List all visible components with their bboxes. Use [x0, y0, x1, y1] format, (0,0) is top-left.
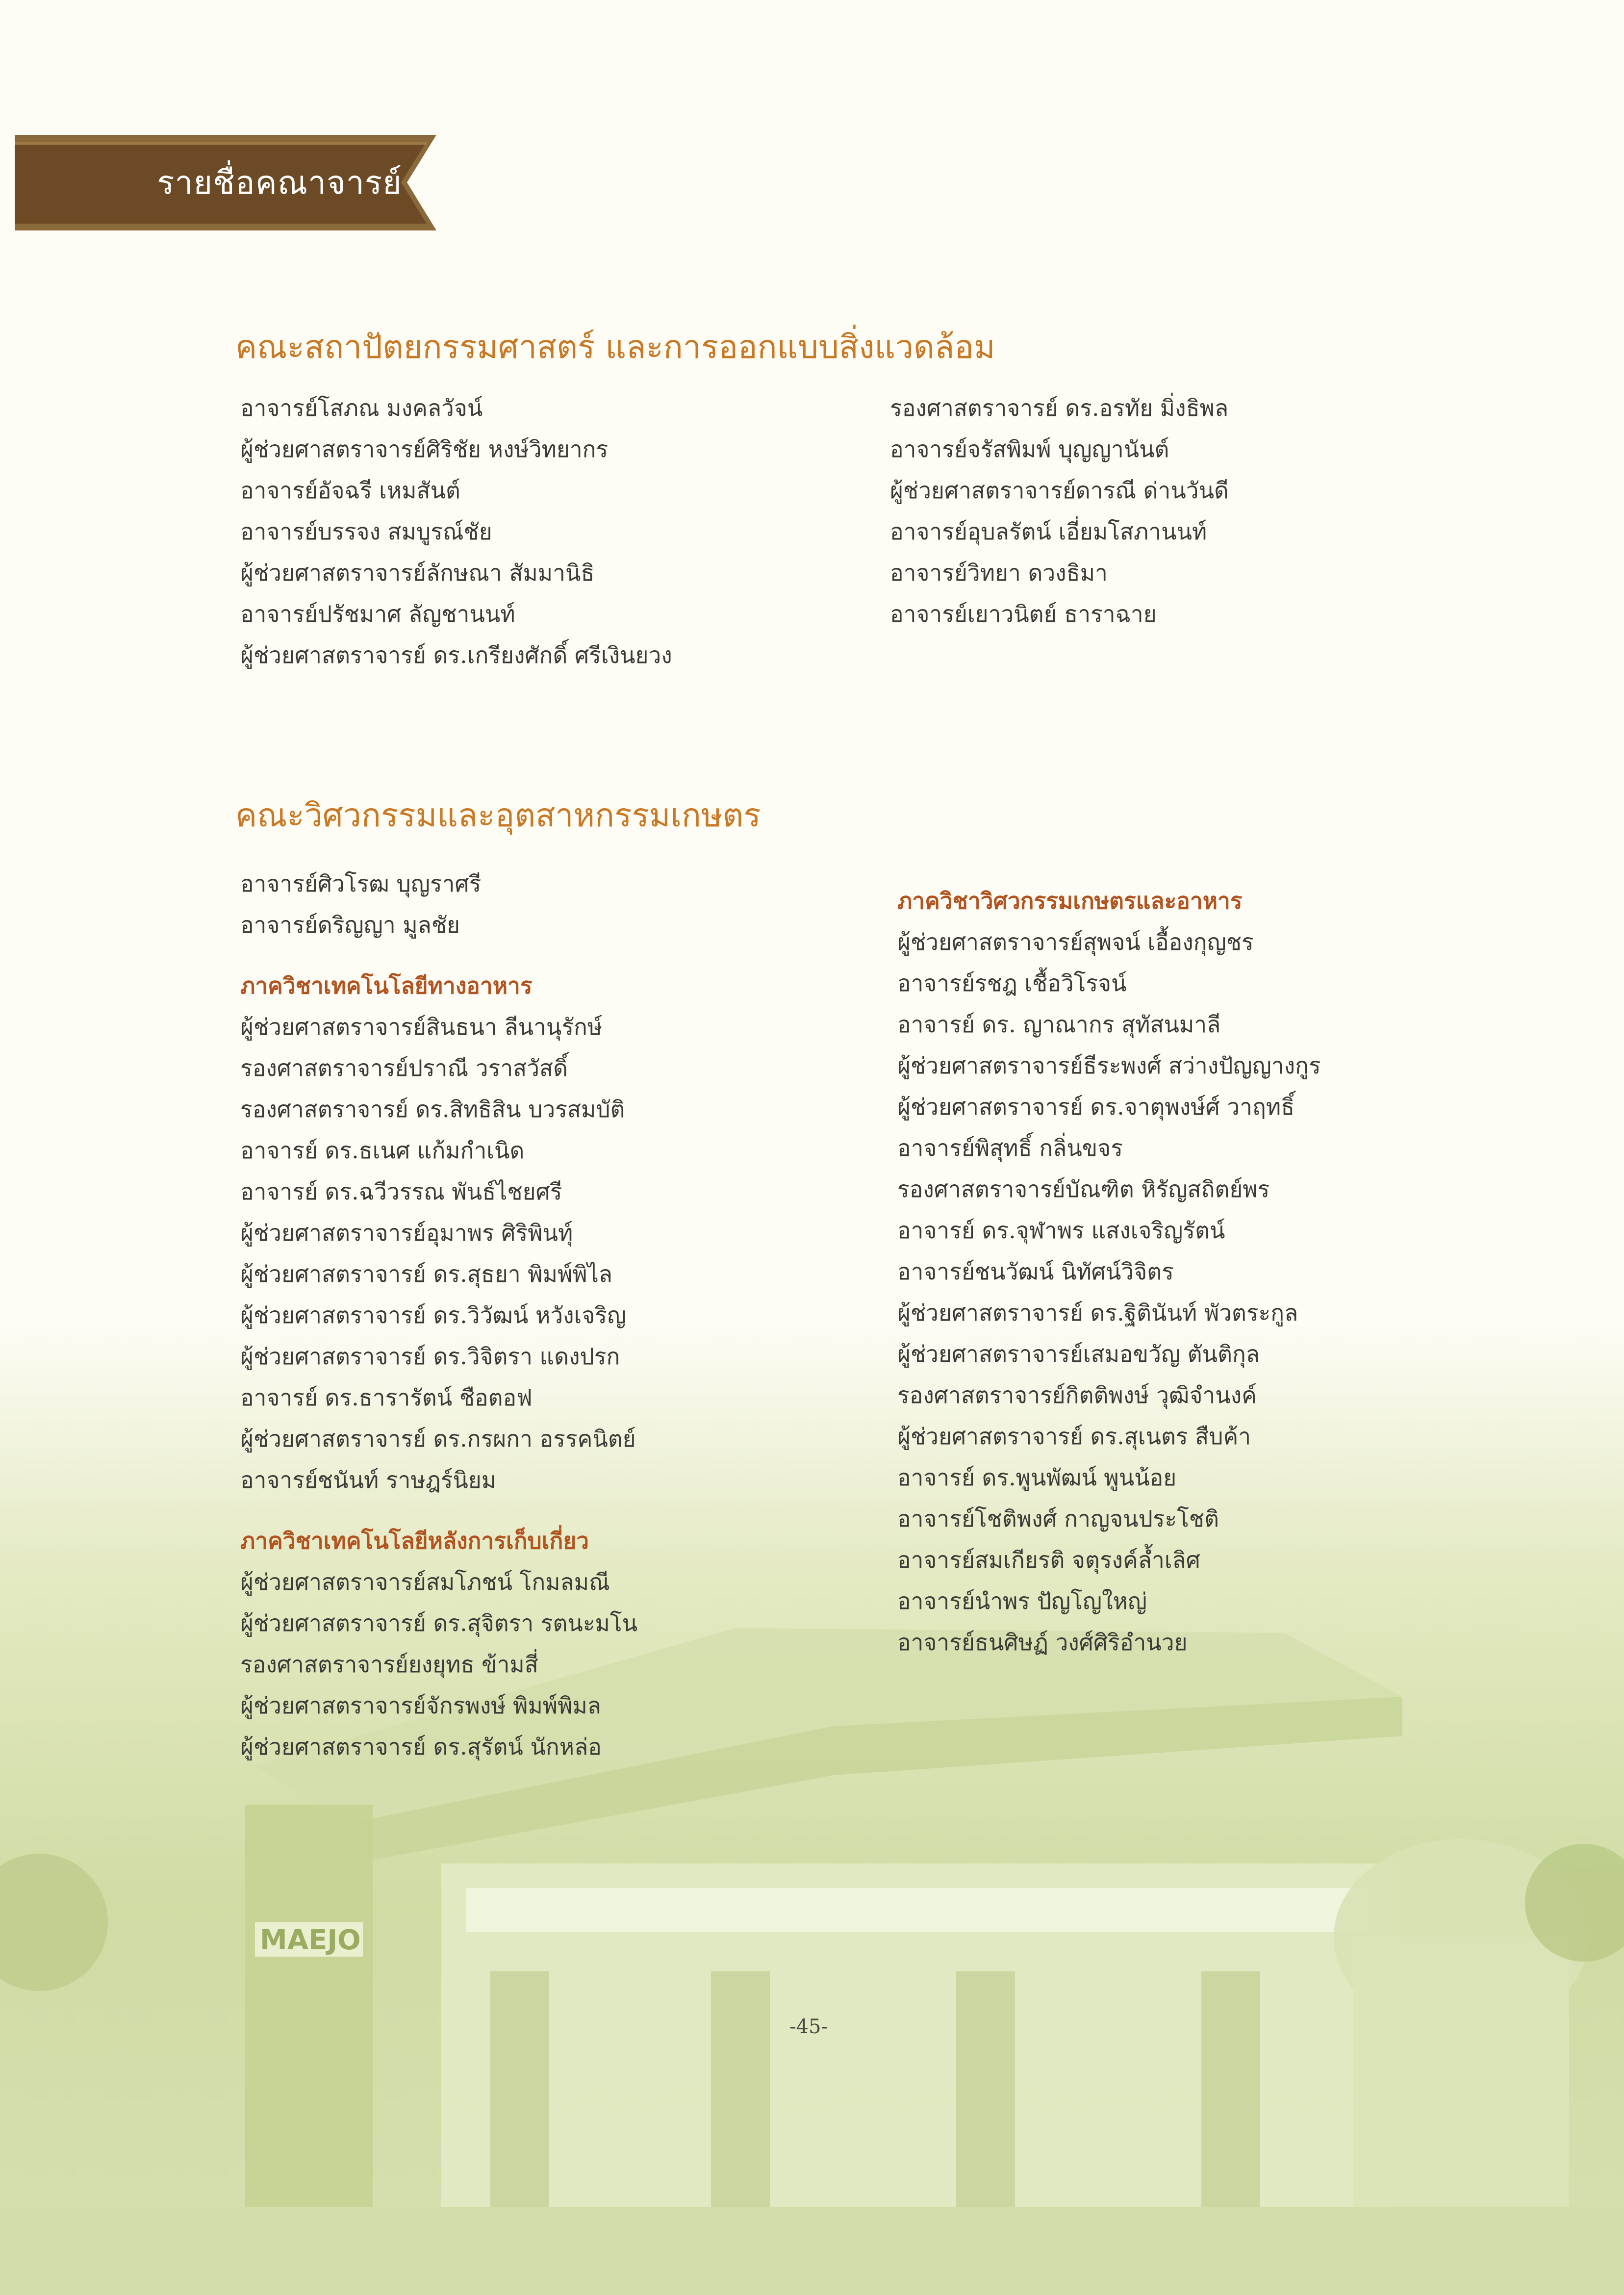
list-item: ผู้ช่วยศาสตราจารย์สมโภชน์ โกมลมณี [240, 1569, 610, 1595]
list-item: ผู้ช่วยศาสตราจารย์ดารณี ด่านวันดี [890, 477, 1229, 504]
list-item: อาจารย์ ดร.ธารารัตน์ ชือตอฟ [240, 1384, 533, 1411]
list-item: อาจารย์นำพร ปัญโญใหญ่ [897, 1588, 1147, 1614]
list-item: อาจารย์ ดร.พูนพัฒน์ พูนน้อย [897, 1464, 1177, 1491]
list-item: รองศาสตราจารย์กิตติพงษ์ วุฒิจำนงค์ [897, 1382, 1257, 1408]
list-item: ผู้ช่วยศาสตราจารย์ ดร.วิวัฒน์ หวังเจริญ [240, 1302, 627, 1328]
list-item: อาจารย์ ดร.จุฬาพร แสงเจริญรัตน์ [897, 1217, 1225, 1244]
list-item: อาจารย์สมเกียรติ จตุรงค์ล้ำเลิศ [897, 1547, 1200, 1573]
banner-title: รายชื่อคณาจารย์ [157, 164, 402, 202]
list-item: อาจารย์ ดร.ฉวีวรรณ พันธ์ไชยศรี [240, 1178, 562, 1205]
list-item: ผู้ช่วยศาสตราจารย์ ดร.สุจิตรา รตนะมโน [240, 1610, 638, 1636]
list-item: ผู้ช่วยศาสตราจารย์ ดร.จาตุพงษ์ศ์ วาฤทธิ์ [897, 1094, 1295, 1120]
list-item: รองศาสตราจารย์ปราณี วราสวัสดิ์ [240, 1055, 568, 1081]
list-item: รองศาสตราจารย์ยงยุทธ ข้ามสี่ [240, 1651, 538, 1678]
list-item: อาจารย์โสภณ มงคลวัจน์ [240, 395, 483, 421]
list-item: อาจารย์วิทยา ดวงธิมา [890, 560, 1108, 586]
subheading-postharvest: ภาควิชาเทคโนโลยีหลังการเก็บเกี่ยว [240, 1528, 589, 1554]
subheading-food-tech: ภาควิชาเทคโนโลยีทางอาหาร [240, 972, 533, 999]
spacer [240, 1501, 637, 1520]
engineering-right-column [897, 880, 1321, 1663]
spacer [240, 945, 637, 965]
list-item: ผู้ช่วยศาสตราจารย์ศิริชัย หงษ์วิทยากร [240, 436, 609, 462]
list-item: อาจารย์พิสุทธิ์ กลิ่นขจร [897, 1135, 1123, 1161]
subheading-agri-eng: ภาควิชาวิศวกรรมเกษตรและอาหาร [897, 888, 1243, 914]
list-item: ผู้ช่วยศาสตราจารย์ ดร.วิจิตรา แดงปรก [240, 1343, 620, 1370]
list-item: ผู้ช่วยศาสตราจารย์ ดร.เกรียงศักดิ์ ศรีเงินยวง [240, 642, 672, 668]
list-item: อาจารย์จรัสพิมพ์ บุญญานันต์ [890, 436, 1169, 462]
list-item: ผู้ช่วยศาสตราจารย์ลักษณา สัมมานิธิ [240, 560, 595, 586]
list-item: รองศาสตราจารย์ ดร.อรทัย มิ่งธิพล [890, 395, 1229, 421]
list-item: อาจารย์เยาวนิตย์ ธาราฉาย [890, 601, 1157, 627]
architecture-right-list [890, 387, 1229, 635]
section-title-engineering: คณะวิศวกรรมและอุตสาหกรรมเกษตร [235, 796, 761, 834]
architecture-left-list [240, 387, 672, 676]
list-item: อาจารย์โชติพงศ์ กาญจนประโชติ [897, 1505, 1219, 1532]
list-item: ผู้ช่วยศาสตราจารย์สุพจน์ เอื้องกุญชร [897, 929, 1254, 955]
list-item: อาจารย์อัจฉรี เหมสันต์ [240, 477, 460, 504]
list-item: ผู้ช่วยศาสตราจารย์ ดร.ฐิตินันท์ พัวตระกูล [897, 1300, 1298, 1326]
list-item: อาจารย์ธนศิษฏ์ วงศ์ศิริอำนวย [897, 1629, 1188, 1656]
list-item: อาจารย์ชนวัฒน์ นิทัศน์วิจิตร [897, 1258, 1174, 1285]
list-item: อาจารย์ ดร. ญาณากร สุทัสนมาลี [897, 1011, 1221, 1038]
list-item: ผู้ช่วยศาสตราจารย์ ดร.สุรัตน์ นักหล่อ [240, 1734, 602, 1760]
list-item: ผู้ช่วยศาสตราจารย์ ดร.สุเนตร สืบค้า [897, 1423, 1251, 1450]
section-title-architecture: คณะสถาปัตยกรรมศาสตร์ และการออกแบบสิ่งแวดล้อม [235, 328, 995, 366]
list-item: อาจารย์ดริญญา มูลชัย [240, 912, 460, 938]
list-item: ผู้ช่วยศาสตราจารย์ ดร.สุธยา พิมพ์พิไล [240, 1261, 612, 1287]
page-number: -45- [789, 2015, 828, 2038]
list-item: ผู้ช่วยศาสตราจารย์อุมาพร ศิริพินทุ์ [240, 1220, 573, 1246]
list-item: ผู้ช่วยศาสตราจารย์เสมอขวัญ ตันติกุล [897, 1341, 1260, 1367]
maejo-sign-text: MAEJO [260, 1924, 361, 1956]
list-item: รองศาสตราจารย์บัณฑิต หิรัญสถิตย์พร [897, 1176, 1270, 1202]
list-item: อาจารย์ศิวโรฒ บุญราศรี [240, 870, 482, 897]
list-item: ผู้ช่วยศาสตราจารย์ ดร.กรผกา อรรคนิตย์ [240, 1426, 636, 1452]
list-item: ผู้ช่วยศาสตราจารย์ธีระพงศ์ สว่างปัญญางกูร [897, 1052, 1321, 1079]
list-item: อาจารย์ ดร.ธเนศ แก้มกำเนิด [240, 1137, 525, 1164]
list-item: อาจารย์รชฎ เชื้อวิโรจน์ [897, 970, 1127, 996]
list-item: อาจารย์ชนันท์ ราษฎร์นิยม [240, 1467, 497, 1493]
engineering-left-column [240, 863, 637, 1767]
list-item: อาจารย์อุบลรัตน์ เอี่ยมโสภานนท์ [890, 518, 1207, 545]
list-item: อาจารย์บรรจง สมบูรณ์ชัย [240, 518, 492, 545]
list-item: อาจารย์ปรัชมาศ ลัญชานนท์ [240, 601, 515, 627]
list-item: ผู้ช่วยศาสตราจารย์จักรพงษ์ พิมพ์พิมล [240, 1692, 601, 1719]
list-item: ผู้ช่วยศาสตราจารย์สินธนา ลีนานุรักษ์ [240, 1014, 603, 1040]
list-item: รองศาสตราจารย์ ดร.สิทธิสิน บวรสมบัติ [240, 1096, 625, 1122]
